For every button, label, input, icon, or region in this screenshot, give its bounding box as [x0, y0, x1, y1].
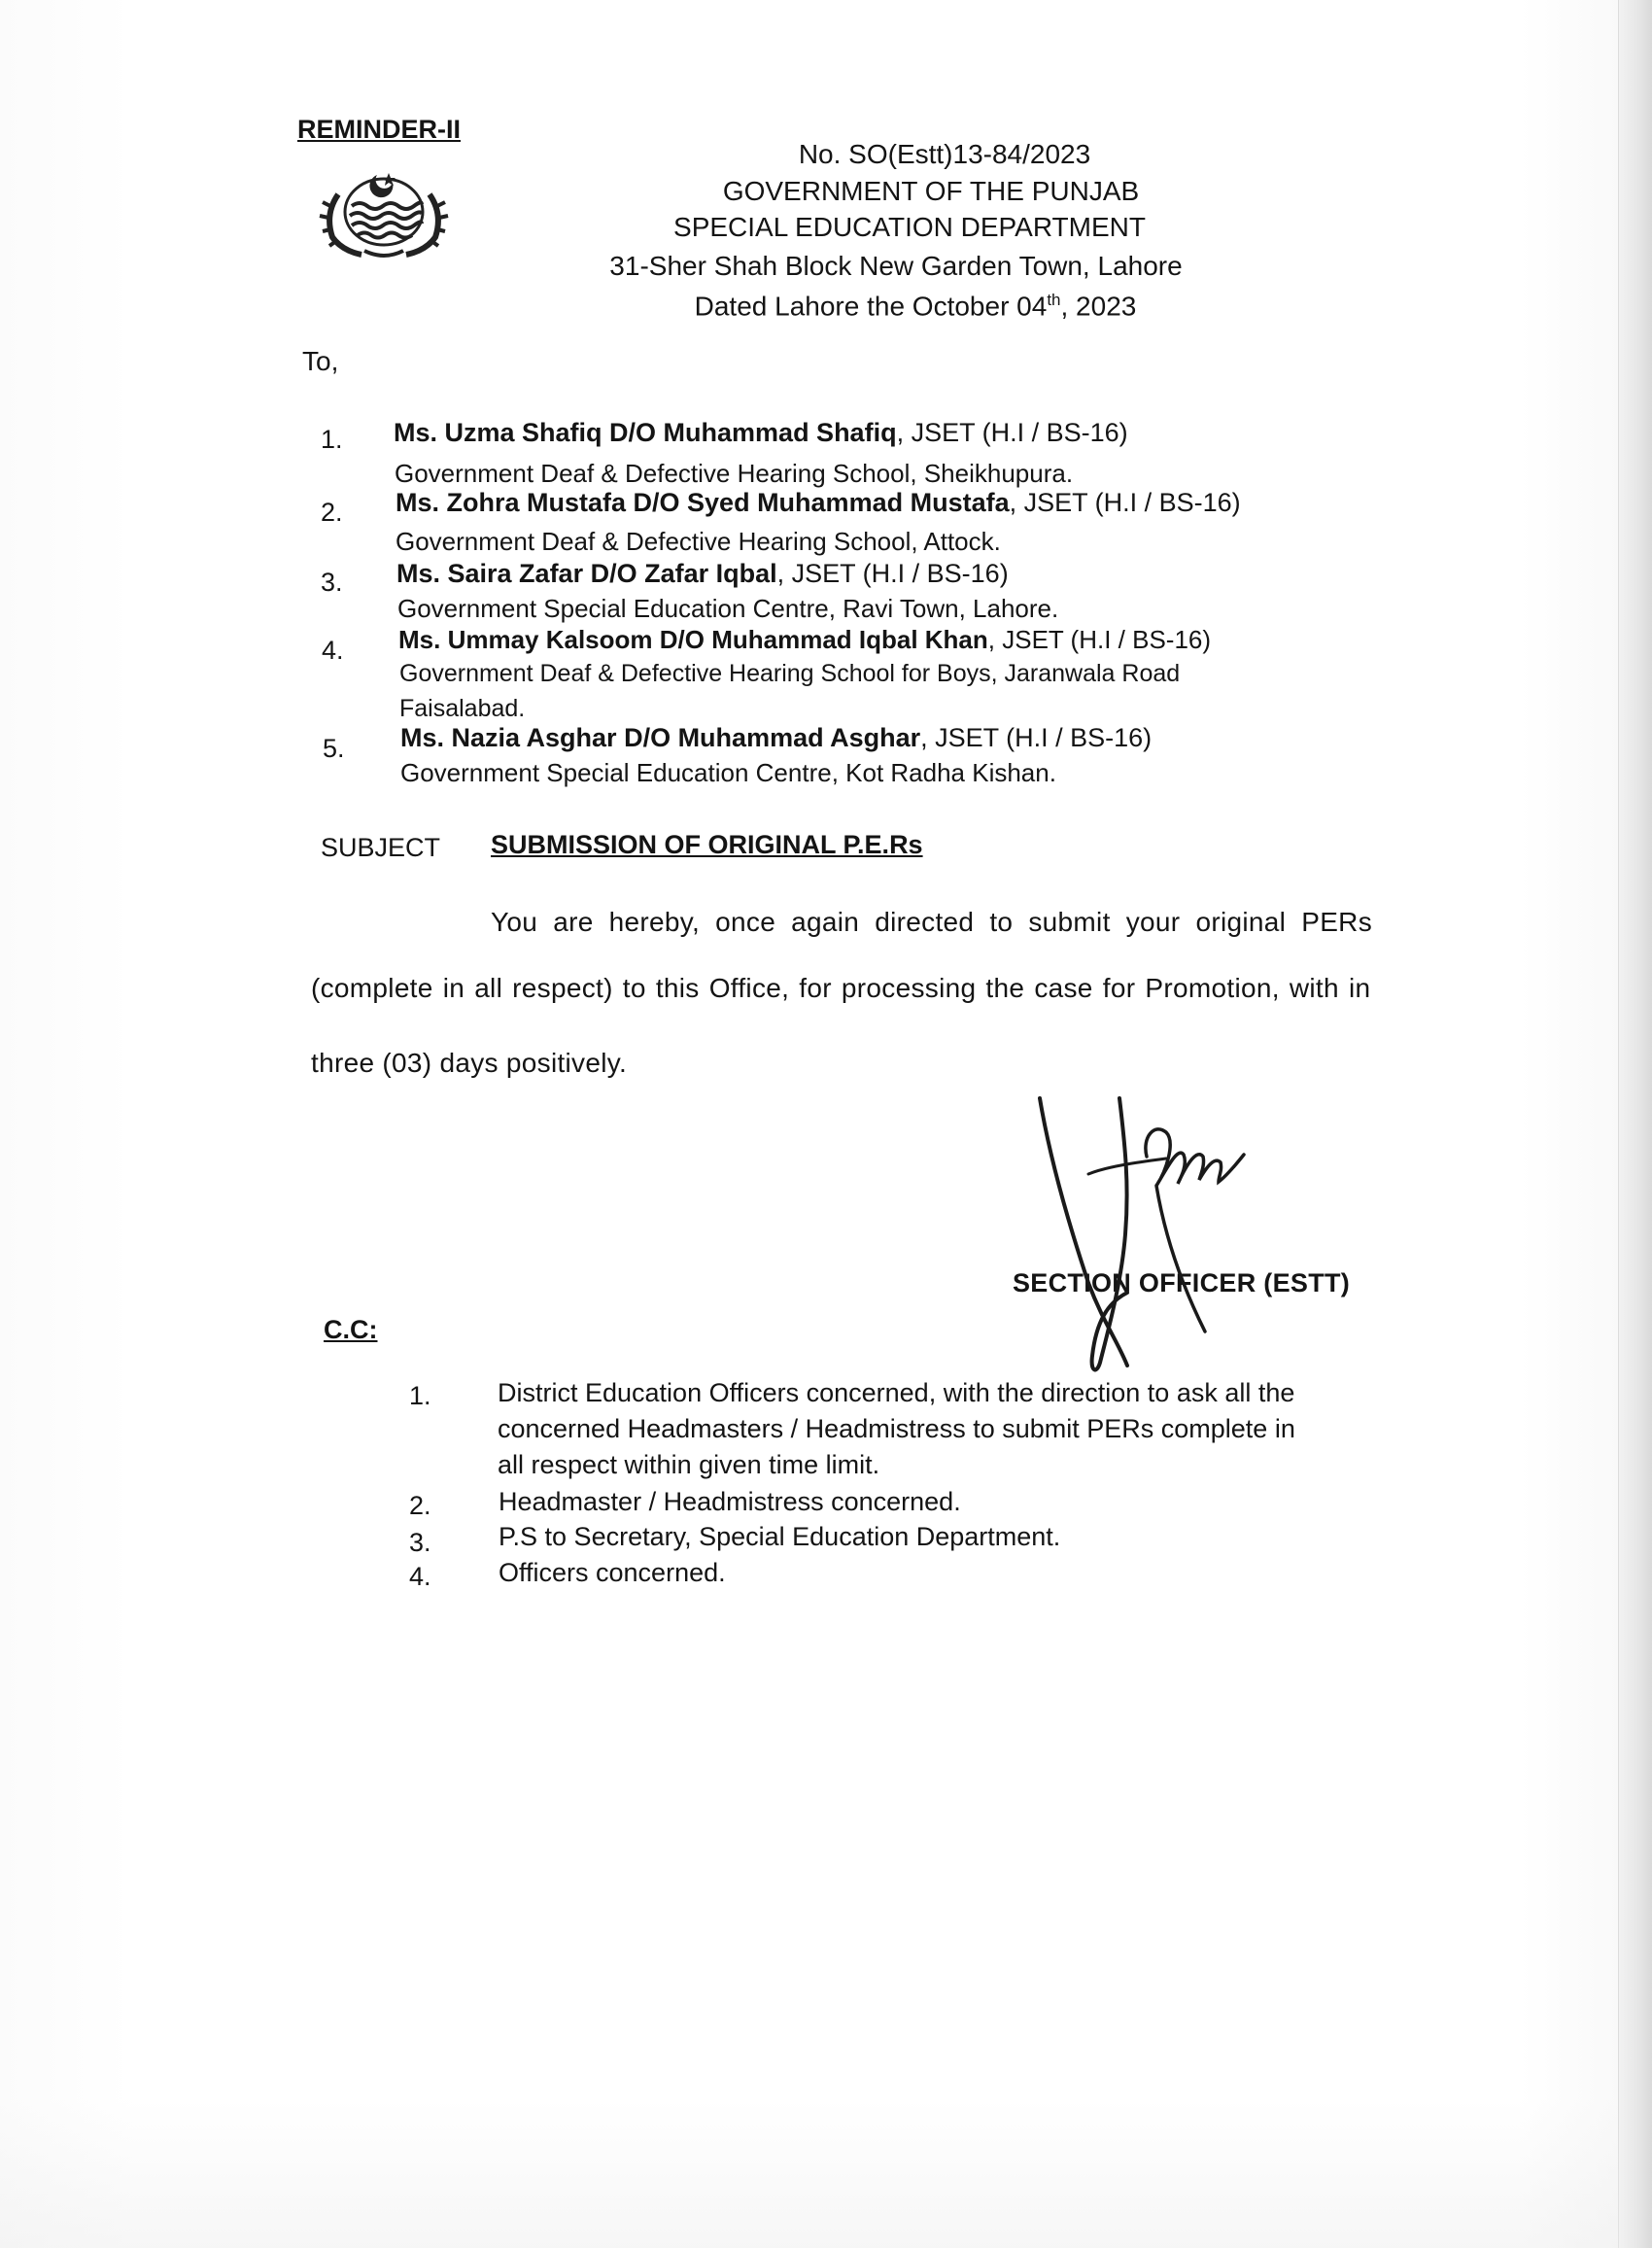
addressee-school: Government Special Education Centre, Kot Radha Kishan. — [400, 758, 1056, 787]
subject-label: SUBJECT — [321, 833, 441, 862]
cc-item-text: Headmaster / Headmistress concerned. — [499, 1487, 961, 1516]
addressee-school: Government Deaf & Defective Hearing School, Attock. — [396, 527, 1001, 556]
addressee-number: 1. — [321, 425, 343, 454]
addressee-number: 4. — [322, 636, 344, 665]
cc-item-text: concerned Headmasters / Headmistress to submit PERs complete in — [498, 1414, 1295, 1443]
addressee-school: Government Deaf & Defective Hearing School for Boys, Jaranwala Road — [399, 660, 1181, 687]
cc-item-number: 3. — [409, 1528, 431, 1557]
cc-item-number: 1. — [409, 1381, 431, 1410]
scan-edge-right — [1618, 0, 1652, 2248]
body-line-2: (complete in all respect) to this Office, for processing the case for Promotion, with in — [311, 973, 1371, 1003]
to-label: To, — [302, 346, 339, 376]
addressee-name-line: Ms. Zohra Mustafa D/O Syed Muhammad Mustafa, JSET (H.I / BS-16) — [396, 488, 1241, 517]
subject-text: SUBMISSION OF ORIGINAL P.E.Rs — [491, 830, 923, 859]
addressee-school-continued: Faisalabad. — [399, 695, 526, 722]
addressee-number: 2. — [321, 498, 343, 527]
cc-item-number: 2. — [409, 1491, 431, 1520]
cc-item-text: District Education Officers concerned, with the direction to ask all the — [498, 1378, 1295, 1407]
addressee-school: Government Deaf & Defective Hearing School, Sheikhupura. — [395, 459, 1074, 488]
addressee-name-line: Ms. Ummay Kalsoom D/O Muhammad Iqbal Khan, JSET (H.I / BS-16) — [398, 625, 1212, 654]
addressee-name-line: Ms. Nazia Asghar D/O Muhammad Asghar, JSET (H.I / BS-16) — [400, 723, 1153, 752]
cc-item-text: all respect within given time limit. — [498, 1450, 880, 1479]
letter-date: Dated Lahore the October 04th, 2023 — [694, 291, 1137, 322]
reference-number: No. SO(Estt)13-84/2023 — [798, 139, 1091, 169]
reminder-heading: REMINDER-II — [297, 115, 461, 144]
punjab-government-seal-icon — [311, 156, 457, 262]
cc-item-text: P.S to Secretary, Special Education Department. — [499, 1522, 1061, 1551]
addressee-name-line: Ms. Saira Zafar D/O Zafar Iqbal, JSET (H.I / BS-16) — [396, 559, 1009, 588]
addressee-school: Government Special Education Centre, Ravi Town, Lahore. — [397, 594, 1059, 623]
addressee-name-line: Ms. Uzma Shafiq D/O Muhammad Shafiq, JSET (H.I / BS-16) — [394, 418, 1128, 447]
cc-item-number: 4. — [409, 1562, 431, 1591]
department-title: SPECIAL EDUCATION DEPARTMENT — [673, 212, 1146, 242]
handwritten-signature — [1011, 1079, 1322, 1380]
addressee-number: 3. — [321, 568, 343, 597]
cc-item-text: Officers concerned. — [499, 1558, 726, 1587]
department-address: 31-Sher Shah Block New Garden Town, Lahore — [609, 251, 1183, 281]
government-title: GOVERNMENT OF THE PUNJAB — [722, 176, 1140, 206]
addressee-number: 5. — [323, 734, 345, 763]
body-line-3: three (03) days positively. — [311, 1048, 628, 1078]
cc-label: C.C: — [324, 1315, 378, 1344]
scan-edge-bottom — [0, 2099, 1619, 2248]
body-line-1: You are hereby, once again directed to submit your original PERs — [491, 907, 1373, 937]
signatory-title: SECTION OFFICER (ESTT) — [1013, 1268, 1351, 1297]
